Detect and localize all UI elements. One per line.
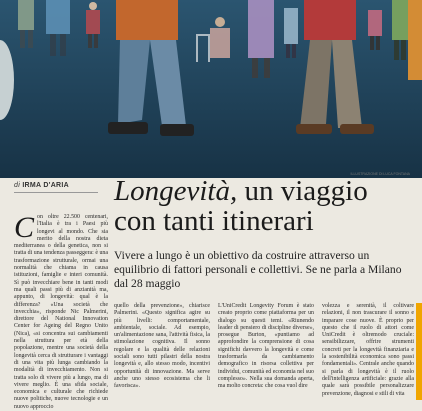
body-column-3: L'UniCredit Longevity Forum è stato creato proprio come piattaforma per un dialogo su questi temi. «Riunendo leader di pensiero di discipline diverse», prosegue Burton, «puntiamo ad approfondire la comprensione di cosa significhi davvero la longevità e come trasformarla da cambiamento demografico in risorsa collettiva per individui, comunità ed economia nel suo complesso». Nella sua domanda aperta, ma molto concreta: che cosa vuol dire: [218, 303, 314, 390]
illustration-credit: ILLUSTRAZIONE DI LUCA FONTANA: [350, 172, 410, 176]
byline-prefix: di: [14, 182, 21, 189]
drop-cap: C: [14, 211, 35, 244]
title-rest: un viaggio: [237, 175, 368, 207]
accent-bar: [416, 303, 422, 400]
title-italic: Longevità,: [114, 175, 238, 207]
article-title: [114, 176, 414, 236]
title-line2: con tanti itinerari: [114, 205, 314, 237]
body-column-2: quello della prevenzione», chiarisce Palmerini. «Questo significa agire su più livelli: comportamentale, ambientale, sociale. Ad esempio, un'alimentazione sana, l'attività fisica, la stimolazione cognitiva. Il sonno regolare e la qualità delle relazioni sociali sono tutti pilastri della nostra longevità e, allo stesso modo, incentivi opportunità di innovazione. Ma serve anche uno stesso ecosistema che li favorisca».: [114, 303, 210, 390]
header-illustration: [0, 0, 422, 178]
body-column-4: volezza e serenità, il coltivare relazioni, il non trascurare il sonno e imparare cose nuove. È proprio per questo che il ruolo di attori come UniCredit è oltremodo cruciale: sensibilizzare, offrire strumenti concreti per la longevità finanziaria e la sostenibilità economica sono passi fondamentali». Centrale anche quando si parla di longevità è il ruolo dell'intelligenza artificiale: grazie alla quale sarà possibile personalizzare prevenzione, diagnosi e stili di vita: [322, 303, 414, 397]
column-1-text: on oltre 22.500 centenari, l'Italia è tra i Paesi più longevi al mondo. Che sia merito della nostra dieta mediterranea o della genetica, non si tratta di una tendenza passeggera: è una trasformazione strutturale, ormai una normalità che chiama in causa istituzioni, famiglie e interi comunità. Sì può invecchiare bene in tanti modi ma quali passi più di anzianità ma, appunto, di longevità: qual è la differenza? «Una società che invecchia», risponde Nic Palmerini, direttore del National Innovation Center for Ageing del Regno Unito (Nica), «si concentra sui cambiamenti nella struttura per età della popolazione, mentre una società della longevità cerca di strutturare i vantaggi di una vita più lunga cambiando la modalità di invecchiamento. Non si tratta solo di vivere più a lungo, ma di vivere meglio. È una sfida sociale, economica e culturale che richiede nuove politiche, nuove tecnologie e un nuovo approccio: [14, 214, 108, 410]
article-subtitle: Vivere a lungo è un obiettivo da costruire attraverso un equilibrio di fattori personali e collettivi. Se ne parla a Milano dal 28 maggio: [114, 249, 402, 290]
byline-divider: [14, 192, 98, 193]
byline: [14, 182, 69, 189]
body-column-1: [14, 211, 108, 410]
byline-author: IRMA D'ARIA: [22, 182, 70, 189]
walking-people-illustration: [0, 0, 422, 178]
